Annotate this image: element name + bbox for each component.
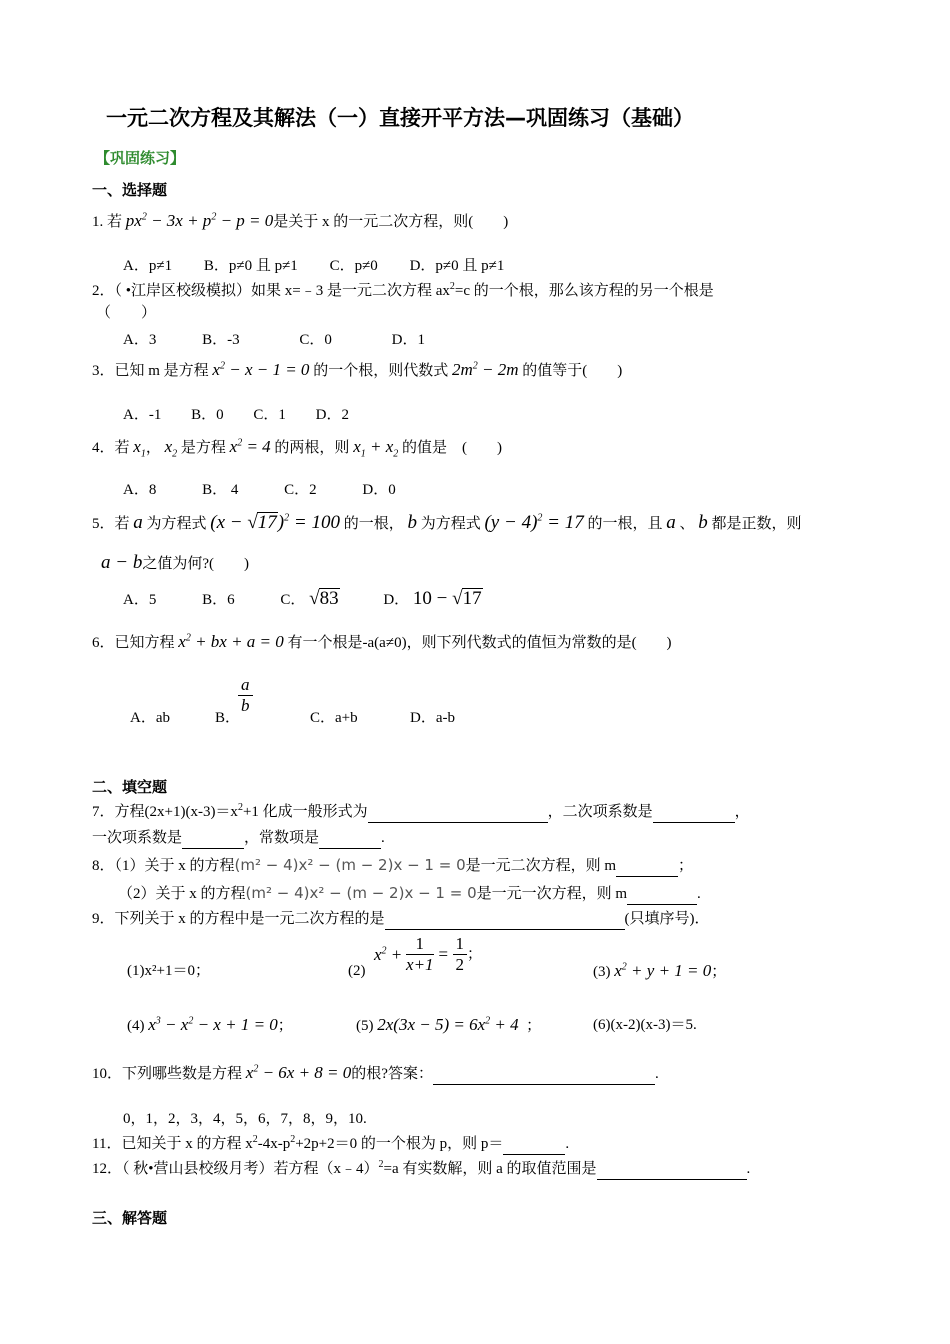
q5-var-b: b bbox=[407, 512, 417, 533]
q5-option-d: D． bbox=[383, 592, 410, 608]
q2-option-c: C．0 bbox=[299, 332, 332, 348]
q5-var-b2: b bbox=[698, 512, 708, 533]
q6-option-b-fraction: $\frac{a}{b}$ bbox=[238, 675, 253, 716]
q8-p2-blank[interactable] bbox=[627, 884, 697, 905]
q10-blank[interactable] bbox=[433, 1064, 655, 1085]
q9-item-5 bbox=[356, 1015, 541, 1036]
q11-blank[interactable] bbox=[503, 1134, 565, 1155]
q7-blank-constant[interactable] bbox=[319, 828, 381, 849]
q7-mid2: ，二次项系数是 bbox=[547, 804, 653, 820]
q10-prefix: 10．下列哪些数是方程 bbox=[92, 1066, 243, 1082]
q5-eq1: $(x - √17)^2 = 100$ bbox=[210, 512, 340, 533]
q9-item-2 bbox=[348, 961, 366, 981]
q11-mid: -4x-p bbox=[257, 1136, 291, 1152]
q2-paren: （ ） bbox=[96, 305, 157, 321]
q5-option-b: B．6 bbox=[202, 592, 235, 608]
q1-option-b: B．p≠0 且 p≠1 bbox=[203, 258, 298, 274]
q4-sum: $x_1 + x_2$ bbox=[353, 437, 399, 460]
q1-prefix: 若 bbox=[107, 214, 123, 230]
q10-numbers: 0，1，2，3，4，5，6，7，8，9，10. bbox=[123, 1111, 367, 1127]
q2-text: 2．（ •江岸区校级模拟）如果 x=﹣3 是一元二次方程 ax bbox=[92, 283, 450, 299]
q5-option-c-value: √83 bbox=[309, 588, 339, 609]
question-8-part1 bbox=[92, 855, 693, 877]
q4-comma: ， bbox=[145, 440, 161, 456]
q11-end: . bbox=[565, 1136, 570, 1152]
q7-blank-linear-coef[interactable] bbox=[182, 828, 244, 849]
q4-prefix: 4．若 bbox=[92, 440, 130, 456]
q5-t5: 、 bbox=[679, 516, 695, 532]
question-7 bbox=[92, 802, 750, 823]
q5-t3: 为方程式 bbox=[420, 516, 481, 532]
q9-item-3-semi: ； bbox=[711, 964, 727, 980]
section-fill-heading: 二、填空题 bbox=[92, 778, 168, 796]
q10-equation: $x^2 - 6x + 8 = 0$ bbox=[245, 1063, 352, 1082]
q9-suffix: (只填序号)． bbox=[624, 911, 710, 927]
q5-option-d-value: 10 − √17 bbox=[412, 588, 482, 609]
q1-number: 1. bbox=[92, 214, 104, 230]
q4-equation: $x^2 = 4$ bbox=[229, 437, 271, 456]
q5-options bbox=[123, 588, 483, 610]
question-9 bbox=[92, 909, 710, 930]
section-choice-heading: 一、选择题 bbox=[92, 181, 168, 199]
q7-mid: +1 化成一般形式为 bbox=[242, 804, 368, 820]
q2-text2: =c 的一个根，那么该方程的另一个根是 bbox=[454, 283, 714, 299]
q3-options bbox=[123, 405, 349, 425]
q5-var-a2: a bbox=[666, 512, 676, 533]
q11-suffix: +2p+2＝0 的一个根为 p，则 p＝ bbox=[295, 1136, 504, 1152]
q8-p1-end: ； bbox=[678, 858, 694, 874]
q9-item-4 bbox=[127, 1015, 293, 1036]
q6-option-d: D．a-b bbox=[410, 710, 455, 726]
q9-blank[interactable] bbox=[385, 909, 625, 930]
q3-mid: 的一个根，则代数式 bbox=[313, 363, 449, 379]
q7-line2b: ，常数项是 bbox=[244, 830, 320, 846]
q8-p1-suffix: 是一元二次方程，则 m bbox=[465, 858, 617, 874]
q9-item-3 bbox=[593, 961, 726, 982]
q9-item-4-semi: ； bbox=[277, 1018, 293, 1034]
q5-expr: a − b bbox=[101, 552, 143, 573]
q9-item-4-label: (4) bbox=[127, 1018, 145, 1034]
q8-p1-equation: (m² − 4)x² − (m − 2)x − 1 = 0 bbox=[234, 856, 466, 874]
q2-option-a: A．3 bbox=[123, 332, 157, 348]
q12-prefix: 12．（ 秋•营山县校级月考）若方程（x﹣4） bbox=[92, 1161, 379, 1177]
q12-suffix: =a 有实数解，则 a 的取值范围是 bbox=[383, 1161, 597, 1177]
q3-option-b: B．0 bbox=[191, 407, 224, 423]
q9-item-2-label: (2) bbox=[348, 963, 366, 979]
q10-end: . bbox=[654, 1066, 659, 1082]
q5-eq2: $(y - 4)^2 = 17$ bbox=[484, 512, 584, 533]
q5-var-a: a bbox=[133, 512, 143, 533]
q6-option-b: B． bbox=[215, 710, 241, 726]
question-1 bbox=[92, 211, 508, 232]
q12-exponent: 2 bbox=[378, 1159, 384, 1170]
q9-item-3-equation: $x^2 + y + 1 = 0$ bbox=[614, 961, 712, 980]
q5-option-a: A．5 bbox=[123, 592, 157, 608]
q7-exponent: 2 bbox=[237, 802, 243, 813]
q1-option-d: D．p≠0 且 p≠1 bbox=[409, 258, 505, 274]
q7-end: ， bbox=[734, 804, 750, 820]
q9-item-5-semi: ； bbox=[526, 1018, 542, 1034]
q5-prefix: 5．若 bbox=[92, 516, 130, 532]
q6-prefix: 6．已知方程 bbox=[92, 635, 175, 651]
question-8-part2 bbox=[118, 883, 701, 905]
q3-suffix: 的值等于( ) bbox=[522, 363, 623, 379]
q2-options bbox=[123, 330, 425, 350]
q4-x1: $x_1$ bbox=[133, 437, 146, 460]
q2-exponent: 2 bbox=[449, 281, 455, 292]
q9-item-5-equation: $2x(3x - 5) = 6x^2 + 4$ bbox=[377, 1015, 519, 1034]
q4-option-a: A．8 bbox=[123, 482, 157, 498]
q9-item-2-equation: $x^2$ + $\frac{1}{x+1}$ = $\frac{1}{2}$ ； bbox=[374, 934, 483, 974]
q1-option-c: C．p≠0 bbox=[329, 258, 378, 274]
q3-option-a: A．-1 bbox=[123, 407, 162, 423]
q7-line2c: . bbox=[381, 830, 385, 846]
q8-p1-prefix: 8．（1）关于 x 的方程 bbox=[92, 858, 235, 874]
q4-option-d: D．0 bbox=[362, 482, 396, 498]
q9-item-2-semi: ； bbox=[467, 946, 483, 963]
q4-mid2: 的两根，则 bbox=[274, 440, 350, 456]
q4-options bbox=[123, 480, 396, 500]
q3-equation: $x^2 - x - 1 = 0$ bbox=[212, 360, 310, 379]
q1-equation: $px^2 - 3x + p^2 - p = 0$ bbox=[125, 211, 274, 230]
question-2 bbox=[92, 281, 714, 301]
q3-option-c: C．1 bbox=[253, 407, 286, 423]
question-4 bbox=[92, 437, 502, 458]
q12-blank[interactable] bbox=[597, 1159, 747, 1180]
question-5 bbox=[92, 512, 802, 534]
q4-suffix: 的值是 ( ) bbox=[402, 440, 503, 456]
q5-t1: 为方程式 bbox=[146, 516, 207, 532]
q5-t6: 都是正数，则 bbox=[711, 516, 802, 532]
q5-line2-text: 之值为何?( ) bbox=[142, 556, 249, 572]
q10-suffix: 的根?答案： bbox=[351, 1066, 433, 1082]
q3-expression: $2m^2 - 2m$ bbox=[451, 360, 519, 379]
q11-exponent-2: 2 bbox=[290, 1134, 296, 1145]
q7-prefix: 7．方程(2x+1)(x-3)＝x bbox=[92, 804, 238, 820]
q3-option-d: D．2 bbox=[315, 407, 349, 423]
question-10 bbox=[92, 1063, 659, 1085]
q6-equation: $x^2$ + bx + a = 0 bbox=[178, 632, 284, 651]
q7-blank-general-form[interactable] bbox=[368, 802, 548, 823]
q1-options bbox=[123, 256, 504, 276]
q8-p1-blank[interactable] bbox=[616, 856, 678, 877]
q2-option-b: B．-3 bbox=[202, 332, 240, 348]
q4-mid: 是方程 bbox=[180, 440, 226, 456]
question-3 bbox=[92, 360, 622, 381]
q11-prefix: 11．已知关于 x 的方程 x bbox=[92, 1136, 253, 1152]
q5-t2: 的一根， bbox=[343, 516, 404, 532]
page-title: 一元二次方程及其解法（一）直接开平方法—巩固练习（基础） bbox=[106, 106, 694, 130]
q9-prefix: 9．下列关于 x 的方程中是一元二次方程的是 bbox=[92, 911, 385, 927]
q8-p2-suffix: 是一元一次方程，则 m bbox=[476, 886, 628, 902]
section-solve-heading: 三、解答题 bbox=[92, 1209, 168, 1227]
q9-item-3-label: (3) bbox=[593, 964, 611, 980]
q5-line2 bbox=[101, 553, 249, 574]
q12-end: . bbox=[746, 1161, 751, 1177]
q5-t4: 的一根，且 bbox=[587, 516, 663, 532]
q9-item-1: (1)x²+1＝0； bbox=[127, 963, 210, 979]
q7-blank-quadratic-coef[interactable] bbox=[653, 802, 735, 823]
q6-suffix: 有一个根是-a(a≠0)，则下列代数式的值恒为常数的是( ) bbox=[287, 635, 672, 651]
q9-item-4-equation: $x^3 - x^2 - x + 1 = 0$ bbox=[148, 1015, 278, 1034]
q2-option-d: D．1 bbox=[391, 332, 425, 348]
q4-option-b: B． 4 bbox=[202, 482, 239, 498]
q8-p2-prefix: （2）关于 x 的方程 bbox=[118, 886, 246, 902]
q7-line2a: 一次项系数是 bbox=[92, 830, 183, 846]
q11-exponent-1: 2 bbox=[252, 1134, 258, 1145]
q3-prefix: 3．已知 m 是方程 bbox=[92, 363, 209, 379]
q4-x2: $x_2$ bbox=[164, 437, 178, 460]
practice-tag: 【巩固练习】 bbox=[95, 149, 186, 167]
q4-option-c: C．2 bbox=[284, 482, 317, 498]
q7-line2 bbox=[92, 828, 385, 849]
question-6 bbox=[92, 632, 672, 653]
q6-option-a: A．ab bbox=[130, 710, 170, 726]
q5-option-c: C． bbox=[280, 592, 306, 608]
question-12 bbox=[92, 1159, 750, 1180]
q8-p2-equation: (m² − 4)x² − (m − 2)x − 1 = 0 bbox=[245, 884, 477, 902]
q1-suffix: 是关于 x 的一元二次方程，则( ) bbox=[273, 214, 509, 230]
question-11 bbox=[92, 1134, 569, 1155]
q8-p2-end: . bbox=[697, 886, 701, 902]
q9-item-6: (6)(x-2)(x-3)＝5. bbox=[593, 1017, 697, 1033]
q9-item-5-label: (5) bbox=[356, 1018, 374, 1034]
q6-option-c: C．a+b bbox=[310, 710, 358, 726]
q1-option-a: A．p≠1 bbox=[123, 258, 173, 274]
